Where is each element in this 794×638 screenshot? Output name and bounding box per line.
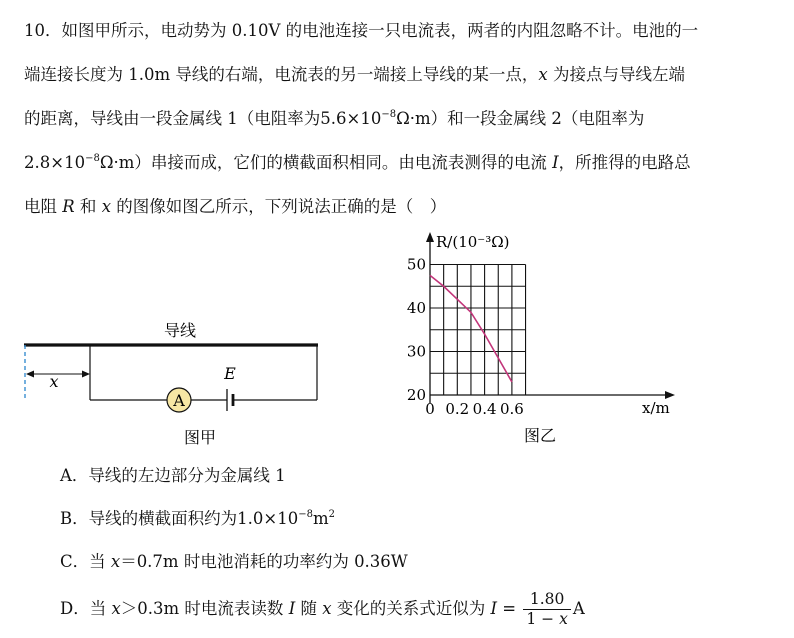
figure-a-caption: 图甲 (183, 428, 217, 445)
arrowhead-left (26, 371, 34, 378)
x-tick-label: 0.2 (445, 400, 470, 418)
question-line-5: 电阻 R 和 x 的图像如图乙所示，下列说法正确的是（ ） (24, 197, 447, 216)
y-tick-label: 50 (406, 255, 426, 274)
emf-label: E (224, 364, 236, 383)
option-c[interactable]: C．当 x＝0.7m 时电池消耗的功率约为 0.36W (60, 552, 408, 571)
chart-ticks (407, 256, 524, 419)
figure-b-caption: 图乙 (523, 426, 557, 443)
option-a[interactable]: A．导线的左边部分为金属线 1 (60, 466, 286, 485)
option-d[interactable]: D．当 x＞0.3m 时电流表读数 I 随 x 变化的关系式近似为 I = $\frac{1.80}{1 - x}$ A (60, 590, 585, 628)
x-label: x (49, 372, 59, 391)
question-line-2: 端连接长度为 1.0m 导线的右端，电流表的另一端接上导线的某一点，x 为接点与导线左端 (24, 65, 685, 84)
x-tick-label: 0.6 (499, 400, 524, 418)
y-tick-label: 40 (406, 299, 426, 317)
chart-grid (430, 265, 526, 396)
x-axis-arrowhead (665, 391, 675, 399)
wire-label: 导线 (163, 321, 197, 340)
question-line-1: 10．如图甲所示，电动势为 0.10V 的电池连接一只电流表，两者的内阻忽略不计。电池的一 (24, 21, 699, 40)
figure-a-circuit (10, 315, 350, 445)
y-tick-label: 20 (406, 386, 426, 404)
current-fraction: $\frac{1.80}{1 - x}$ (523, 590, 570, 629)
question-line-4: $2.8\times 10^{-8}\Omega\cdot m$）串接而成，它们的横截面积相同。由电流表测得的电流 I，所推得的电路总 (24, 153, 691, 172)
x-axis-label: x/m (642, 399, 670, 417)
y-tick-label: 30 (406, 342, 426, 361)
y-axis-label: R/(10⁻³Ω) (436, 233, 510, 251)
ammeter-symbol: A (173, 391, 185, 410)
x-tick-label: 0.4 (472, 400, 497, 418)
arrowhead-right (82, 371, 90, 378)
question-line-3: 的距离，导线由一段金属线 1（电阻率为$5.6\times 10^{-8}\Omega\cdot m$）和一段金属线 2（电阻率为 (24, 109, 645, 128)
y-axis-arrowhead (426, 232, 434, 242)
option-b[interactable]: B．导线的横截面积约为$1.0\times 10^{-8}m^2$ (60, 509, 335, 528)
figure-b-chart (395, 228, 695, 443)
origin-label: 0 (425, 400, 435, 418)
